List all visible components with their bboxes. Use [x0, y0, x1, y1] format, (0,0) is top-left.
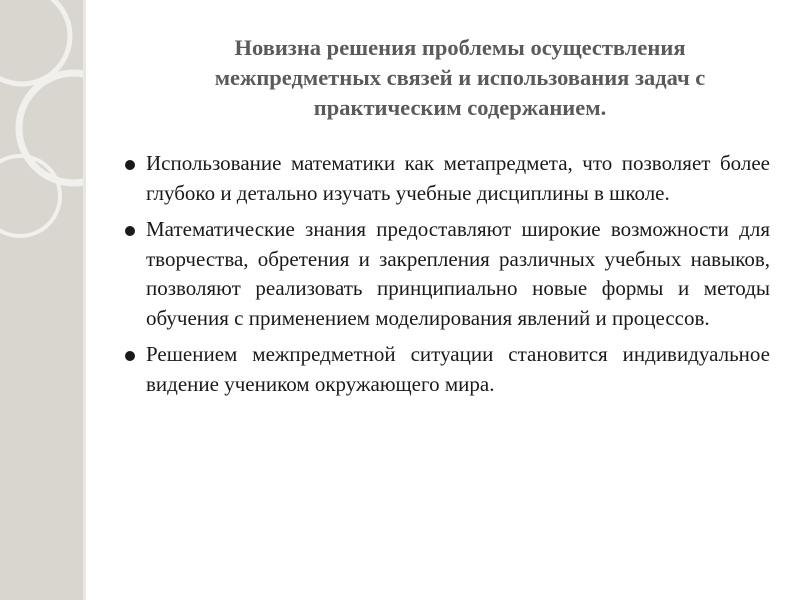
bullet-list	[124, 149, 770, 406]
bullet-text-3: Решением межпредметной ситуации становится индивидуальное видение учеником окружающего мира.	[146, 342, 770, 396]
slide-title-line-2: межпредметных связей и использования задач с	[214, 65, 706, 90]
bullet-item-2	[124, 215, 770, 333]
bullet-icon	[125, 160, 135, 170]
bullet-text-1: Использование математики как метапредмета, что позволяет более глубоко и детально изучать учебные дисциплины в школе.	[146, 151, 770, 205]
bullet-icon	[125, 226, 135, 236]
slide-title-line-3: практическим содержанием.	[313, 95, 607, 120]
bullet-icon	[125, 351, 135, 361]
bullet-item-1	[124, 149, 770, 208]
bullet-text-2: Математические знания предоставляют широкие возможности для творчества, обретения и закрепления различных учебных навыков, позволяют реализовать принципиально новые формы и методы обучения с применением моделирования явлений и процессов.	[146, 217, 770, 330]
slide-title	[120, 33, 800, 123]
side-decoration-panel	[0, 0, 86, 600]
slide-title-line-1: Новизна решения проблемы осуществления	[234, 35, 686, 60]
bullet-item-3	[124, 340, 770, 399]
circle-rings-decoration-icon	[0, 0, 86, 600]
